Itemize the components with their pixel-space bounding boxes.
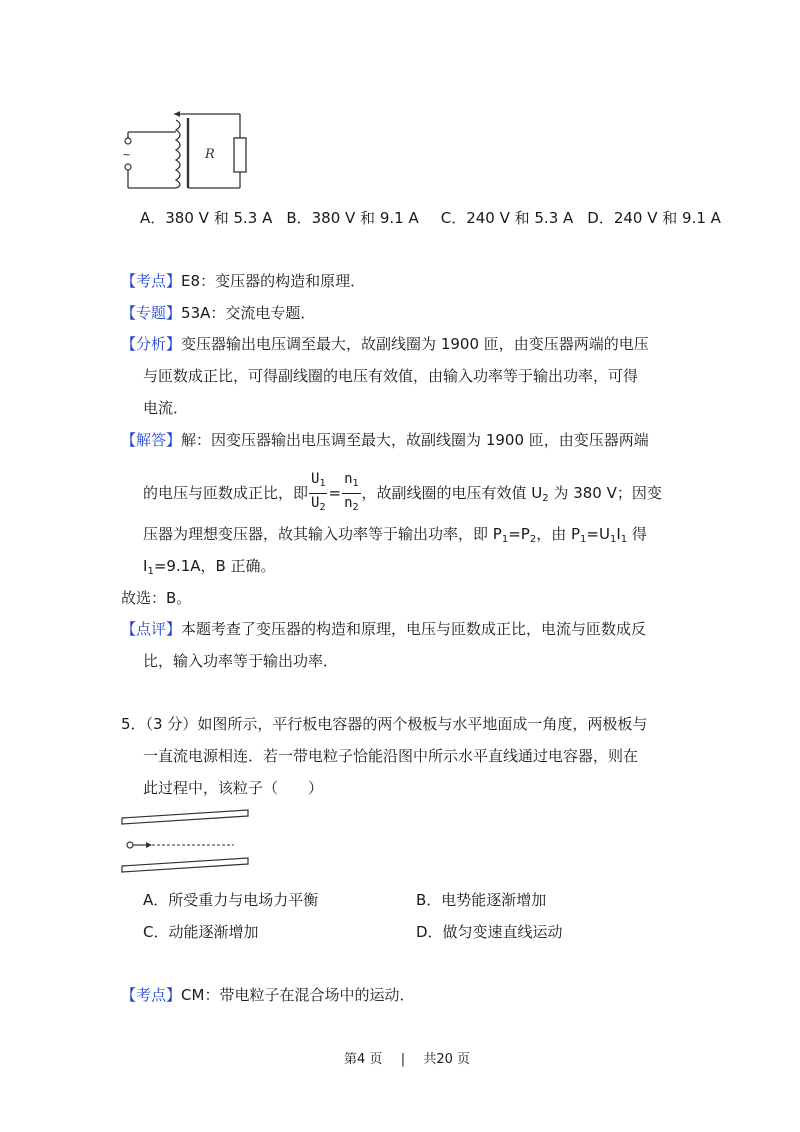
jieda-line-1: 【解答】解：因变压器输出电压调至最大，故副线圈为 1900 匝，由变压器两端 [121, 431, 649, 449]
jieda-text-1: 解：因变压器输出电压调至最大，故副线圈为 1900 匝，由变压器两端 [181, 431, 649, 449]
zhuanti-text: 53A：交流电专题． [181, 304, 316, 322]
fenxi-line-1: 【分析】变压器输出电压调至最大，故副线圈为 1900 匝，由变压器两端的电压 [121, 335, 649, 353]
zhuanti-tag: 专题 [136, 304, 167, 322]
q4-options-row [140, 208, 721, 228]
turns-ratio-fraction: $\frac{n_1}{n_2}$ [344, 471, 359, 513]
kaodian-line: 【考点】E8：变压器的构造和原理． [121, 272, 366, 290]
q5-option-c: C．动能逐渐增加 [143, 923, 259, 941]
capacitor-plates-figure [118, 806, 258, 878]
q5-stem-line-2: 一直流电源相连．若一带电粒子恰能沿图中所示水平直线通过电容器，则在 [143, 747, 639, 765]
q5-option-d: D．做匀变速直线运动 [416, 923, 563, 941]
jieda-line-2: 的电压与匝数成正比，即 $\frac{U_1}{U_2}$ = $\frac{n_1}{n_2}$ ，故副线圈的电压有效值 $U_2$ 为 380 V；因变 [143, 470, 662, 519]
q4-option-c: C．240 V 和 5.3 A [440, 209, 574, 227]
transformer-circuit-figure [118, 108, 248, 192]
q5-stem-line-1: 5．（3 分）如图所示，平行板电容器的两个极板与水平地面成一角度，两极板与 [121, 715, 648, 733]
q5-kaodian-line: 【考点】CM：带电粒子在混合场中的运动． [121, 986, 415, 1004]
jieda-tag: 解答 [136, 431, 167, 449]
q5-kaodian-text: CM：带电粒子在混合场中的运动． [181, 986, 415, 1004]
footer-separator: | [400, 1052, 406, 1067]
voltage-ratio-fraction: $\frac{U_1}{U_2}$ [311, 471, 326, 513]
fenxi-tag: 分析 [136, 335, 167, 353]
fenxi-line-2: 与匝数成正比，可得副线圈的电压有效值，由输入功率等于输出功率，可得 [143, 367, 639, 385]
resistor-label: R [205, 147, 215, 162]
page-number: 第4 页 [344, 1052, 383, 1067]
q5-option-a: A．所受重力与电场力平衡 [143, 891, 319, 909]
page-footer [344, 1048, 470, 1067]
jieda-text-2c: 为 380 V；因变 [548, 484, 662, 502]
answer-line: 故选：B。 [121, 589, 192, 607]
total-pages: 共20 页 [423, 1052, 471, 1067]
dianping-tag: 点评 [136, 620, 167, 638]
jieda-line-4: $I_1=9.1A$，B 正确。 [143, 557, 276, 577]
jieda-line-3: 压器为理想变压器，故其输入功率等于输出功率，即 $P_1=P_2$，由 $P_1=U_1I_1$ 得 [143, 525, 647, 545]
fenxi-line-3: 电流． [143, 399, 189, 417]
jieda-text-2a: 的电压与匝数成正比，即 [143, 484, 309, 502]
q4-option-b: B．380 V 和 9.1 A [286, 209, 419, 227]
kaodian-tag: 考点 [136, 272, 167, 290]
equals-sign: = [328, 484, 342, 502]
q5-option-b: B．电势能逐渐增加 [416, 891, 547, 909]
q4-option-d: D．240 V 和 9.1 A [587, 209, 721, 227]
q5-stem-line-3: 此过程中，该粒子（ ） [143, 779, 324, 797]
dianping-line-2: 比，输入功率等于输出功率． [143, 652, 339, 670]
svg-text:~: ~ [122, 148, 132, 161]
kaodian-text: E8：变压器的构造和原理． [181, 272, 366, 290]
q4-option-a: A．380 V 和 5.3 A [140, 209, 273, 227]
zhuanti-line: 【专题】53A：交流电专题． [121, 304, 316, 322]
fenxi-text-1: 变压器输出电压调至最大，故副线圈为 1900 匝，由变压器两端的电压 [181, 335, 649, 353]
dianping-line-1: 【点评】本题考查了变压器的构造和原理，电压与匝数成正比，电流与匝数成反 [121, 620, 647, 638]
jieda-text-2b: ，故副线圈的电压有效值 U [361, 484, 543, 502]
q5-kaodian-tag: 考点 [136, 986, 167, 1004]
dianping-text-1: 本题考查了变压器的构造和原理，电压与匝数成正比，电流与匝数成反 [181, 620, 647, 638]
